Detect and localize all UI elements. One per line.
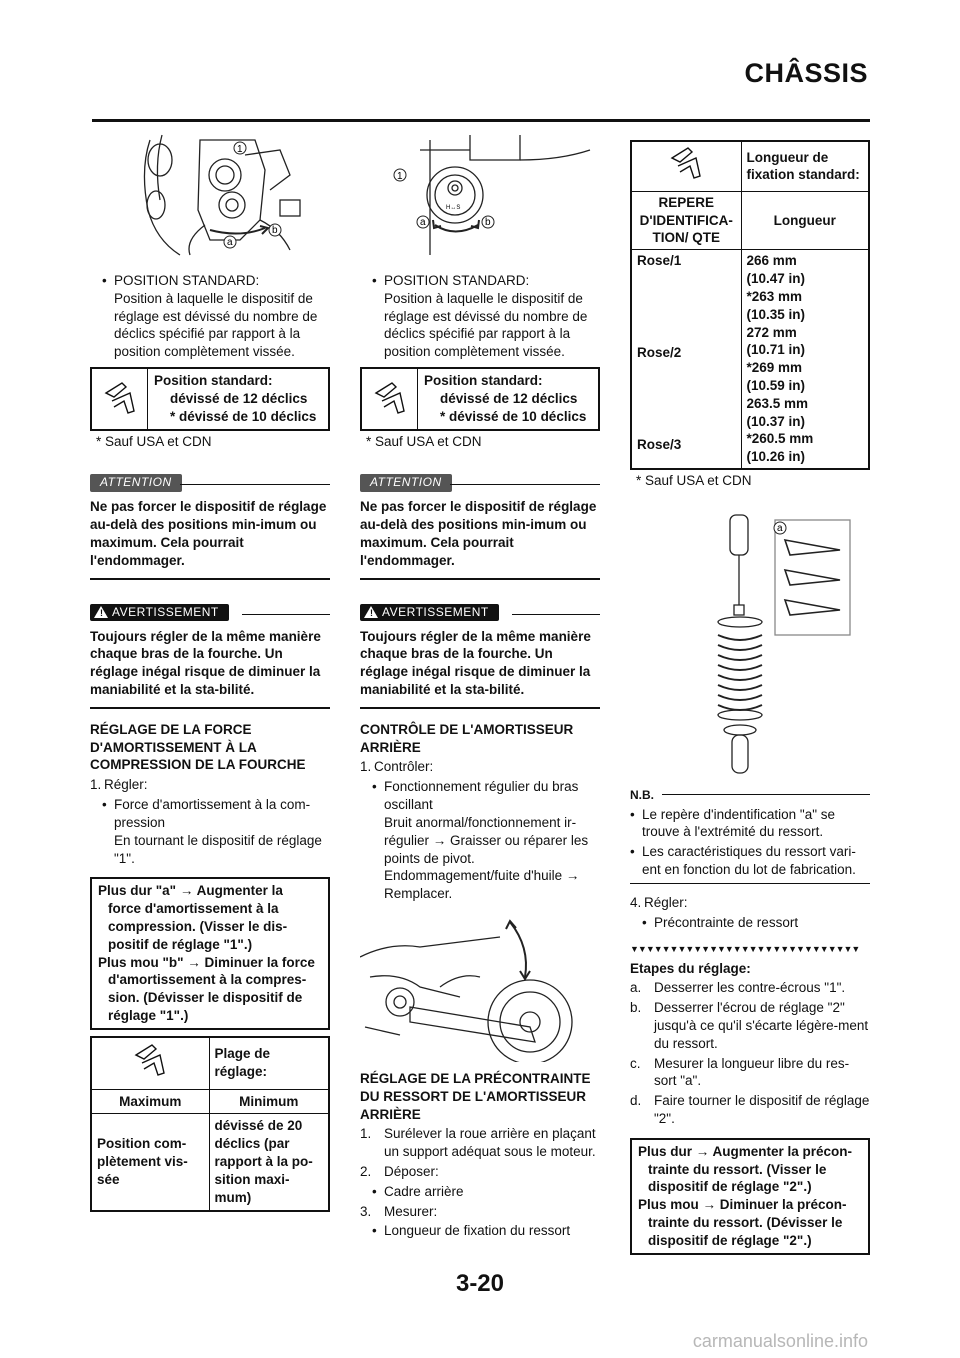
list-item: • Précontrainte de ressort [642,914,799,930]
list-item: • Fonctionnement régulier du bras oscillant [372,779,579,813]
range-table: Plage de réglage: Maximum Minimum Position com-plètement vis-sée dévissé de 20 déclics (par rapport à la po-sition maxi-mum) [90,1036,330,1212]
note-header: N.B. [630,786,870,804]
figure-callout: a [227,237,233,248]
spring-length-table: Longueur de fixation standard: REPERE D'IDENTIFICA-TION/ QTE Longueur Rose/1 Rose/2 Rose/3 266 mm (10.47 in) *263 mm (10.35 in) 272 mm (10.71 in) *269 mm (10.59 in) 263.5 mm (10.37 in) *260.5 mm (10.26 in) [630,140,870,470]
list-item: 2. Déposer: [360,1164,439,1179]
list-subtext: En tournant le dispositif de réglage "1". [114,832,322,866]
list-item: • Longueur de fixation du ressort [372,1223,571,1239]
list-item: 1. Régler: [90,777,148,793]
list-subtext: Endommagement/fuite d'huile → Remplacer. [384,868,580,902]
watermark: carmanualsonline.info [692,1331,868,1351]
spec-wrench-icon [92,369,148,428]
warning-badge: ! AVERTISSEMENT [90,604,229,622]
fork-top-figure [360,130,600,260]
list-item: 3. Mesurer: [360,1203,438,1219]
column-right [630,140,870,1255]
spec-wrench-icon [91,1037,209,1089]
warning-header [360,602,600,624]
page-number: 3-20 [455,1270,505,1297]
section-title: RÉGLAGE DE LA PRÉCONTRAINTE DU RESSORT DE L'AMORTISSEUR ARRIÈRE [360,1070,591,1122]
list-item: • Les caractéristiques du ressort vari-ent en fonction du lot de fabrication. [630,844,856,878]
footnote: * Sauf USA et CDN [366,433,482,449]
attention-badge: ATTENTION [90,474,182,492]
fork-compression-figure [90,130,330,260]
section-title: Etapes du réglage: [630,960,751,976]
list-item: • Le repère d'indentification "a" se trouve à l'extrémité du ressort. [630,806,836,840]
spec-box: Position standard: dévissé de 12 déclics * dévissé de 10 déclics [360,367,600,430]
list-item: a. Desserrer les contre-écrous "1". [630,980,846,996]
warning-text: Toujours régler de la même manière chaque bras de la fourche. Un réglage inégal risque de diminuer la maniabilité et la sta-bilité. [360,628,591,697]
list-item: d. Faire tourner le dispositif de réglage "2". [630,1093,870,1127]
list-item: b. Desserrer l'écrou de réglage "2" jusqu'à ce qu'il s'écarte légère-ment du ressort. [630,1000,869,1051]
warning-text: Toujours régler de la même manière chaque bras de la fourche. Un réglage inégal risque de diminuer la maniabilité et la sta-bilité. [90,628,321,697]
adjustment-box: Plus dur "a" → Augmenter la force d'amortissement à la compression. (Visser le dis-positif de réglage "1".) Plus mou "b" → Diminuer la force d'amortissement à la compres-sion. (Dévisser le dispositif de réglage "1".) [90,877,330,1030]
column-left [90,130,330,1212]
fork-top-illustration [360,130,600,260]
figure-callout: 1 [397,171,403,182]
warning-badge: ! AVERTISSEMENT [360,604,499,622]
swingarm-figure [360,917,600,1062]
shock-spring-figure [630,510,870,780]
attention-header [360,472,600,494]
attention-text: Ne pas forcer le dispositif de réglage au-delà des positions min-imum ou maximum. Cela pourrait l'endommager. [90,499,327,568]
list-item: • Force d'amortissement à la com-pression [102,797,311,830]
figure-callout: 1 [237,144,243,155]
header-rule [92,119,870,122]
procedure-start-marks: ▼▼▼▼▼▼▼▼▼▼▼▼▼▼▼▼▼▼▼▼▼▼▼▼▼▼▼▼▼ [630,943,860,954]
spec-wrench-icon [362,369,418,428]
spec-box: Position standard: dévissé de 12 déclics * dévissé de 10 déclics [90,367,330,430]
figure-callout: a [777,522,783,534]
list-subtext: Bruit anormal/fonctionnement ir-régulier → Graisser ou réparer les points de pivot. [384,814,589,866]
figure-callout: b [272,225,278,236]
list-item: 1. Surélever la roue arrière en plaçant un support adéquat sous le moteur. [360,1126,596,1160]
list-item: • POSITION STANDARD: Position à laquelle le dispositif de réglage est dévissé du nombre de déclics spécifié par rapport à la position complètement vissée. [372,273,588,360]
fork-adjuster-illustration [90,130,330,260]
list-item: • POSITION STANDARD: Position à laquelle le dispositif de réglage est dévissé du nombre de déclics spécifié par rapport à la position complètement vissée. [102,273,318,360]
warning-header [90,602,330,624]
section-title: CONTRÔLE DE L'AMORTISSEUR ARRIÈRE [360,721,574,755]
attention-header [90,472,330,494]
swingarm-illustration [360,917,600,1062]
attention-badge: ATTENTION [360,474,452,492]
list-item: c. Mesurer la longueur libre du res-sort "a". [630,1055,850,1089]
attention-text: Ne pas forcer le dispositif de réglage au-delà des positions min-imum ou maximum. Cela pourrait l'endommager. [360,499,597,568]
shock-spring-illustration [630,510,870,780]
footnote: * Sauf USA et CDN [636,473,752,488]
list-item: • Cadre arrière [372,1183,464,1199]
figure-callout: b [485,217,491,228]
page-title: CHÂSSIS [744,58,868,88]
spec-wrench-icon [631,141,741,191]
section-title: RÉGLAGE DE LA FORCE D'AMORTISSEMENT À LA COMPRESSION DE LA FOURCHE [90,721,306,773]
list-item: 1. Contrôler: [360,759,434,775]
list-item: 4. Régler: [630,894,688,910]
figure-callout: a [420,217,426,228]
figure-callout: H↔S [446,205,461,211]
footnote: * Sauf USA et CDN [96,433,212,449]
column-middle [360,130,600,1240]
adjustment-box: Plus dur → Augmenter la précon- trainte du ressort. (Visser le dispositif de réglage "2".) Plus mou → Diminuer la précon- trainte du ressort. (Dévisser le dispositif de réglage "2".) [630,1138,870,1255]
